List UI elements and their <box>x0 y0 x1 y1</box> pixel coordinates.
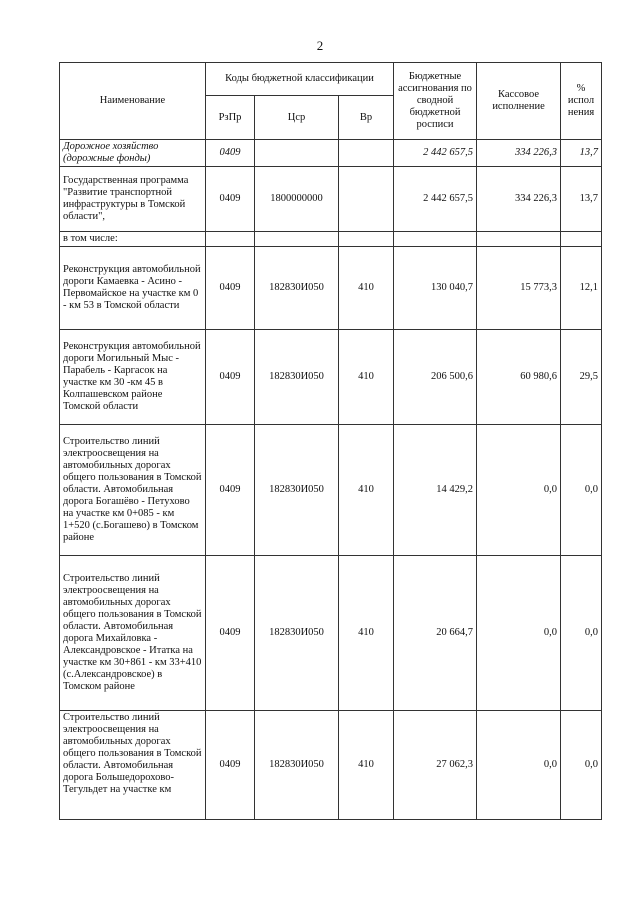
row-percent: 0,0 <box>561 425 602 556</box>
page-number: 2 <box>316 38 324 53</box>
row-allocation: 130 040,7 <box>394 247 477 330</box>
row-allocation: 20 664,7 <box>394 556 477 711</box>
row-percent: 12,1 <box>561 247 602 330</box>
header-rzpr: РзПр <box>206 96 255 140</box>
row-name: Строительство линий электроосвещения на автомобильных дорогах общего пользования в Томской области. Автомобильная дорога Большедорохово-Тегульдет на участке км <box>60 711 206 820</box>
row-cash: 334 226,3 <box>477 140 561 167</box>
row-vr <box>339 167 394 232</box>
row-csr: 182830И050 <box>255 330 339 425</box>
row-percent: 13,7 <box>561 140 602 167</box>
row-csr: 182830И050 <box>255 556 339 711</box>
row-vr <box>339 140 394 167</box>
row-cash: 0,0 <box>477 711 561 820</box>
row-percent: 0,0 <box>561 711 602 820</box>
table-row <box>60 556 602 711</box>
row-vr: 410 <box>339 556 394 711</box>
row-vr: 410 <box>339 247 394 330</box>
row-vr: 410 <box>339 330 394 425</box>
row-rzpr: 0409 <box>206 247 255 330</box>
header-codes-group: Коды бюджетной классификации <box>206 63 394 96</box>
header-percent: % испол нения <box>561 63 602 140</box>
row-cash: 15 773,3 <box>477 247 561 330</box>
row-name: в том числе: <box>60 232 206 247</box>
header-vr: Вр <box>339 96 394 140</box>
row-rzpr: 0409 <box>206 140 255 167</box>
table-row <box>60 425 602 556</box>
header-allocations: Бюджетные ассигнования по сводной бюджетной росписи <box>394 63 477 140</box>
row-rzpr: 0409 <box>206 425 255 556</box>
budget-execution-table <box>59 62 602 820</box>
row-allocation: 2 442 657,5 <box>394 140 477 167</box>
row-cash <box>477 232 561 247</box>
row-name: Дорожное хозяйство (дорожные фонды) <box>60 140 206 167</box>
row-rzpr: 0409 <box>206 556 255 711</box>
row-allocation: 2 442 657,5 <box>394 167 477 232</box>
row-allocation <box>394 232 477 247</box>
row-csr: 182830И050 <box>255 247 339 330</box>
row-cash: 0,0 <box>477 425 561 556</box>
row-csr <box>255 140 339 167</box>
row-name: Строительство линий электроосвещения на автомобильных дорогах общего пользования в Томской области. Автомобильная дорога Богашёво - Петухово на участке км 0+085 - км 1+520 (с.Богашево) в Томском районе <box>60 425 206 556</box>
row-rzpr <box>206 232 255 247</box>
row-name: Строительство линий электроосвещения на автомобильных дорогах общего пользования в Томской области. Автомобильная дорога Михайловка - Александровское - Итатка на участке км 30+861 - км 33+410 (с.Александровское) в Томском районе <box>60 556 206 711</box>
row-rzpr: 0409 <box>206 330 255 425</box>
row-allocation: 206 500,6 <box>394 330 477 425</box>
table-row <box>60 711 602 820</box>
table-row <box>60 247 602 330</box>
row-csr <box>255 232 339 247</box>
table-row <box>60 330 602 425</box>
row-csr: 1800000000 <box>255 167 339 232</box>
row-allocation: 14 429,2 <box>394 425 477 556</box>
row-vr <box>339 232 394 247</box>
row-name: Государственная программа "Развитие транспортной инфраструктуры в Томской области", <box>60 167 206 232</box>
row-rzpr: 0409 <box>206 711 255 820</box>
table-row <box>60 140 602 167</box>
header-cash: Кассовое исполнение <box>477 63 561 140</box>
row-rzpr: 0409 <box>206 167 255 232</box>
row-csr: 182830И050 <box>255 711 339 820</box>
row-cash: 0,0 <box>477 556 561 711</box>
row-percent: 13,7 <box>561 167 602 232</box>
row-percent: 29,5 <box>561 330 602 425</box>
row-allocation: 27 062,3 <box>394 711 477 820</box>
header-csr: Цср <box>255 96 339 140</box>
row-vr: 410 <box>339 425 394 556</box>
row-vr: 410 <box>339 711 394 820</box>
header-name: Наименование <box>60 63 206 140</box>
row-percent <box>561 232 602 247</box>
table-row <box>60 232 602 247</box>
table-row <box>60 167 602 232</box>
row-cash: 60 980,6 <box>477 330 561 425</box>
row-cash: 334 226,3 <box>477 167 561 232</box>
header-row-top <box>60 63 602 96</box>
row-name: Реконструкция автомобильной дороги Камаевка - Асино - Первомайское на участке км 0 - км 53 в Томской области <box>60 247 206 330</box>
row-name: Реконструкция автомобильной дороги Могильный Мыс - Парабель - Каргасок на участке км 30 -км 45 в Колпашевском районе Томской области <box>60 330 206 425</box>
row-csr: 182830И050 <box>255 425 339 556</box>
row-percent: 0,0 <box>561 556 602 711</box>
